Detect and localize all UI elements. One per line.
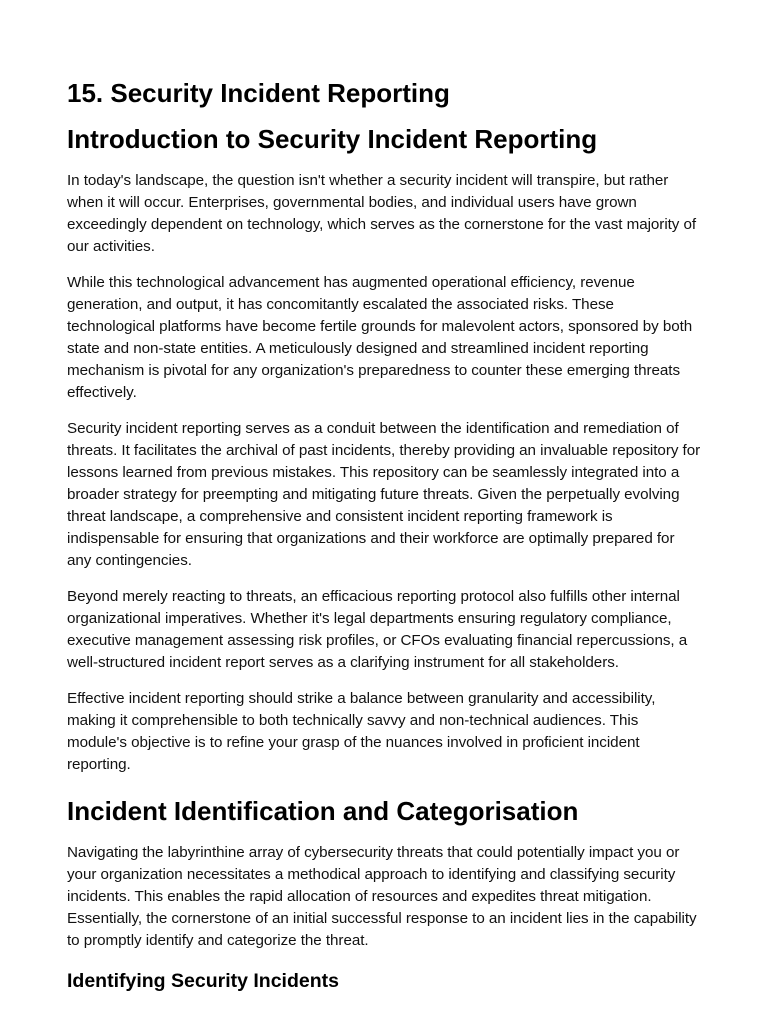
identifying-subheading: Identifying Security Incidents: [67, 970, 339, 992]
identification-heading: Incident Identification and Categorisation: [67, 796, 579, 826]
intro-paragraph-2: While this technological advancement has augmented operational efficiency, revenue generation, and output, it has concomitantly escalated the associated risks. These technological platforms have become fertile grounds for malevolent actors, sponsored by both state and non-state entities. A meticulously designed and streamlined incident reporting mechanism is pivotal for any organization's preparedness to counter these emerging threats effectively.: [67, 274, 693, 401]
intro-paragraph-1: In today's landscape, the question isn't whether a security incident will transpire, but rather when it will occur. Enterprises, governmental bodies, and individual users have grown exceedingly dependent on technology, which serves as the cornerstone for the vast majority of our activities.: [67, 172, 697, 255]
intro-paragraph-3: Security incident reporting serves as a conduit between the identification and remediation of threats. It facilitates the archival of past incidents, thereby providing an invaluable repository for lessons learned from previous mistakes. This repository can be seamlessly integrated into a broader strategy for preempting and mitigating future threats. Given the perpetually evolving threat landscape, a comprehensive and consistent incident reporting framework is indispensable for ensuring that organizations and their workforce are optimally prepared for any contingencies.: [67, 420, 701, 569]
intro-paragraph-5: Effective incident reporting should strike a balance between granularity and accessibility, making it comprehensible to both technically savvy and non-technical audiences. This module's objective is to refine your grasp of the nuances involved in proficient incident reporting.: [67, 690, 656, 773]
identification-paragraph: Navigating the labyrinthine array of cybersecurity threats that could potentially impact you or your organization necessitates a methodical approach to identifying and classifying security incidents. This enables the rapid allocation of resources and expedites threat mitigation. Essentially, the cornerstone of an initial successful response to an incident lies in the capability to promptly identify and categorize the threat.: [67, 844, 697, 949]
chapter-title: 15. Security Incident Reporting: [67, 78, 450, 108]
intro-heading: Introduction to Security Incident Reporting: [67, 124, 598, 154]
intro-paragraph-4: Beyond merely reacting to threats, an efficacious reporting protocol also fulfills other internal organizational imperatives. Whether it's legal departments ensuring regulatory compliance, executive management assessing risk profiles, or CFOs evaluating financial repercussions, a well-structured incident report serves as a clarifying instrument for all stakeholders.: [67, 588, 688, 671]
